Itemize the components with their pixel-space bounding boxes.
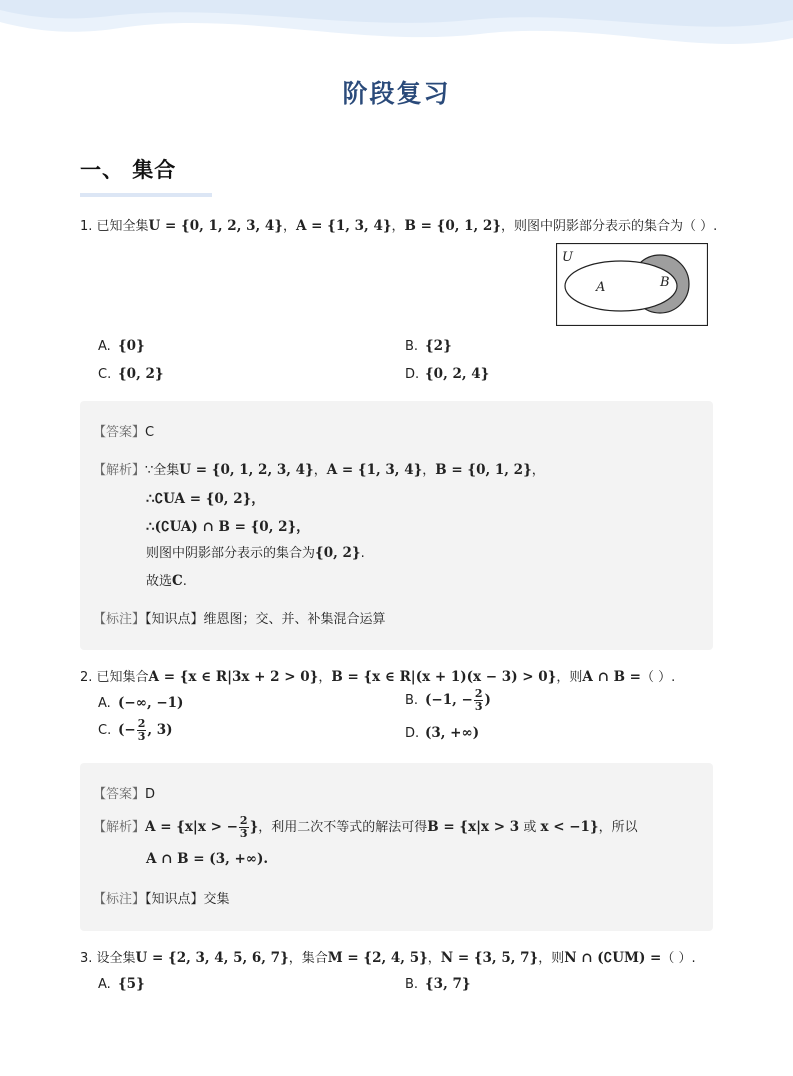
q2-analysis-line-2: A ∩ B = (3, +∞).: [146, 851, 269, 867]
q3-option-a[interactable]: A. {5}: [98, 976, 145, 992]
q1-analysis-line-4: 则图中阴影部分表示的集合为{0, 2}.: [146, 545, 365, 561]
venn-label-u: U: [562, 250, 573, 265]
q1-solution-box: [80, 401, 713, 650]
fraction: $\frac{2}{3}$: [239, 814, 248, 840]
q1-answer: 【答案】C: [93, 425, 155, 440]
q2-solution-box: [80, 763, 713, 931]
q2-analysis-line-1: 【解析】A = {x|x > − $\frac{2}{3}$ }，利用二次不等式的解法可得B = {x|x > 3 或 x < −1}，所以: [93, 814, 638, 840]
venn-label-b: B: [660, 275, 670, 290]
q2-option-c[interactable]: C. (− $\frac{2}{3}$ , 3): [98, 717, 173, 743]
q1-option-a[interactable]: A. {0}: [98, 338, 145, 354]
question-1-stem: 1. 已知全集U = {0, 1, 2, 3, 4}，A = {1, 3, 4}，B = {0, 1, 2}，则图中阴影部分表示的集合为（ ）.: [80, 218, 718, 234]
q2-option-d[interactable]: D. (3, +∞): [405, 725, 480, 741]
q1-analysis-line-3: ∴(∁UA) ∩ B = {0, 2}，: [146, 519, 310, 535]
venn-diagram: [556, 243, 708, 326]
venn-label-a: A: [596, 280, 606, 295]
question-3-stem: 3. 设全集U = {2, 3, 4, 5, 6, 7}，集合M = {2, 4, 5}，N = {3, 5, 7}，则N ∩ (∁UM) =（ ）.: [80, 950, 696, 966]
q2-option-b[interactable]: B. (−1, − $\frac{2}{3}$ ): [405, 687, 491, 713]
q1-note: 【标注】【知识点】维恩图；交、并、补集混合运算: [93, 612, 386, 627]
fraction: $\frac{2}{3}$: [474, 687, 483, 713]
q1-option-c[interactable]: C. {0, 2}: [98, 366, 164, 382]
question-2-stem: 2. 已知集合A = {x ∈ R|3x + 2 > 0}，B = {x ∈ R|(x + 1)(x − 3) > 0}，则A ∩ B =（ ）.: [80, 669, 676, 685]
q2-option-a[interactable]: A. (−∞, −1): [98, 695, 184, 711]
q1-option-b[interactable]: B. {2}: [405, 338, 452, 354]
q1-analysis-line-2: ∴∁UA = {0, 2}，: [146, 491, 265, 507]
section-heading: 一、 集合: [80, 158, 177, 182]
q1-analysis-line-1: 【解析】∵全集U = {0, 1, 2, 3, 4}，A = {1, 3, 4}，B = {0, 1, 2}，: [93, 462, 545, 478]
q1-option-d[interactable]: D. {0, 2, 4}: [405, 366, 490, 382]
section-underline: [80, 193, 212, 197]
q1-analysis-line-5: 故选C.: [146, 573, 187, 589]
header-wave-decoration: [0, 0, 793, 60]
q3-option-b[interactable]: B. {3, 7}: [405, 976, 471, 992]
q2-answer: 【答案】D: [93, 787, 156, 802]
fraction: $\frac{2}{3}$: [137, 717, 146, 743]
q2-note: 【标注】【知识点】交集: [93, 892, 230, 907]
page-title: 阶段复习: [342, 79, 451, 108]
